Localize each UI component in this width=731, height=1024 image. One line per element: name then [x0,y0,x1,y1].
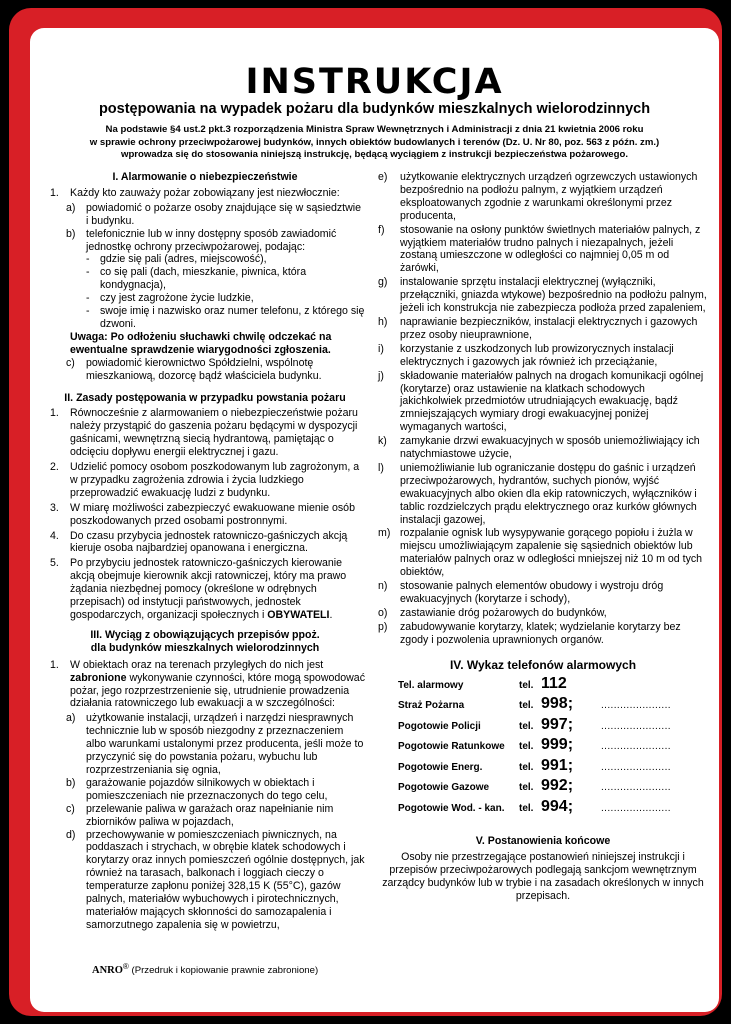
item-text: przelewanie paliwa w garażach oraz napełnianie nim zbiorników paliwa w pojazdach, [86,802,334,828]
copyright-note: (Przedruk i kopiowanie prawnie zabronione) [131,965,319,977]
phone-tel-prefix: tel. [519,679,534,691]
section-3-item: 1. W obiektach oraz na terenach przyległych do nich jest zabronione wykonywanie czynności, które mogą spowodować pożar, jego rozprzestrzenienie się, utrudnienie prowadzenia działania ratowniczego lub ewakuacji a w szczególności: [50,658,365,710]
phone-tel-prefix: tel. [519,720,534,732]
item-text: czy jest zagrożone życie ludzkie, [100,292,254,305]
section-3-subitem-c: c) przelewanie paliwa w garażach oraz napełnianie nim zbiorników paliwa w pojazdach, [66,802,334,828]
item-text: Do czasu przybycia jednostek ratowniczo-gaśniczych akcją kieruje osoba najbardziej opanowana i energiczna. [70,529,348,555]
item-text: . [329,609,333,621]
legal-basis [44,124,705,162]
item-text: zamykanie drzwi ewakuacyjnych w sposób uniemożliwiający ich natychmiastowe użycie, [400,435,700,461]
section-3-subitem-n: n) stosowanie palnych elementów obudowy i wystroju dróg ewakuacyjnych (korytarze i schody), [378,580,664,605]
phone-number: 991; [541,756,574,774]
item-text: użytkowanie elektrycznych urządzeń ogrzewczych ustawionych bezpośrednio na podłożu palnym, z wyjątkiem urządzeń eksploatowanych zgodnie z warunkami określonymi przez producenta, [400,171,698,222]
section-5-text: Osoby nie przestrzegające postanowień niniejszej instrukcji i przepisów przeciwpożarowych podlegają sankcjom wewnętrznym zarządcy budynków lub w trybie i na zasadach określonych w innych przepisach. [382,850,704,902]
section-3-subitem-g: g) instalowanie sprzętu instalacji elektrycznej (wyłączniki, przełączniki, gniazda wtykowe) bezpośrednio na podłożu palnym, jeżeli ich konstrukcja nie zabezpiecza podłoża przed zapaleniem, [378,276,707,315]
registered-mark: ® [122,962,129,971]
phone-label: Tel. alarmowy [398,679,464,691]
phone-tel-prefix: tel. [519,802,534,814]
sign-red-frame [9,8,722,1016]
item-text: stosowanie na osłony punktów świetlnych materiałów palnych, z wyjątkiem materiałów trudno palnych i niezapalnych, jeżeli zostaną umieszczone w odległości co najmniej 0,05 m od żarówki, [400,223,701,275]
phone-tel-prefix: tel. [519,761,534,773]
item-text: W obiektach oraz na terenach przyległych do nich jest [70,658,324,671]
phone-label: Pogotowie Policji [398,720,481,732]
section-1-title: I. Alarmowanie o niebezpieczeństwie [112,171,298,183]
phone-tel-prefix: tel. [519,700,534,712]
section-3-subitem-p: p) zabudowywanie korytarzy, klatek; wydzielanie korytarzy bez zgody i pozwolenia uprawnionych organów. [378,620,681,646]
phone-tel-prefix: tel. [519,741,534,753]
phone-label: Pogotowie Ratunkowe [398,741,505,753]
item-text: zastawianie dróg pożarowych do budynków, [400,606,607,619]
legal-basis-line: w sprawie ochrony przeciwpożarowej budynków, innych obiektów budowlanych i terenów (Dz. U. Nr 80, poz. 563 z późn. zm.) [89,136,660,148]
dash-item: - gdzie się pali (adres, miejscowość), [86,253,267,266]
item-text: naprawianie bezpieczników, instalacji elektrycznych i gazowych przez osoby nieuprawnione, [400,315,698,341]
section-1-item: 1. Każdy kto zauważy pożar zobowiązany jest niezwłocznie: [50,186,340,199]
sign-title: INSTRUKCJA [245,62,504,102]
section-1-subitem-c: c) powiadomić kierownictwo Spółdzielni, wspólnotę mieszkaniową, dozorcę bądź właściciela budynku. [66,356,322,382]
item-text: swoje imię i nazwisko oraz numer telefonu, z którego się dzwoni. [100,305,365,330]
item-text: zabudowywanie korytarzy, klatek; wydzielanie korytarzy bez zgody i pozwolenia uprawnionych organów. [400,620,681,646]
item-text: telefonicznie lub w inny dostępny sposób zawiadomić jednostkę ochrony przeciwpożarowej, podając: [86,227,337,253]
item-text: powiadomić kierownictwo Spółdzielni, wspólnotę mieszkaniową, dozorcę bądź właściciela budynku. [86,356,322,382]
item-text: powiadomić o pożarze osoby znajdujące się w sąsiedztwie i budynku. [86,201,361,227]
phone-blank: ...................... [601,782,671,794]
section-2-item: 2. Udzielić pomocy osobom poszkodowanym lub zagrożonym, a w przypadku zagrożenia zdrowia i życia ludzkiego przeprowadzić ewakuację ludzi z budynku. [50,461,360,499]
item-text: garażowanie pojazdów silnikowych w obiektach i pomieszczeniach nie przeznaczonych do tego celu, [86,776,328,802]
phone-blank: ...................... [601,720,671,732]
phone-number: 999; [541,736,574,754]
item-text: uniemożliwianie lub ograniczanie dostępu do gaśnic i urządzeń przeciwpożarowych, hydrantów, suchych pionów, wyjść ewakuacyjnych albo okien dla ekip ratowniczych, wyłączników i tablic rozdzielczych prądu elektrycznego oraz kurków głównych instalacji gazowej, [400,461,697,526]
section-1-subitem-a: a) powiadomić o pożarze osoby znajdujące się w sąsiedztwie i budynku. [66,201,361,227]
citizens-emphasis: OBYWATELI [267,609,330,621]
dash-item: - czy jest zagrożone życie ludzkie, [86,292,254,305]
section-3-subitem-f: f) stosowanie na osłony punktów świetlnych materiałów palnych, z wyjątkiem materiałów trudno palnych i niezapalnych, jeżeli zostaną umieszczone w odległości co najmniej 0,05 m od żarówki, [378,223,701,275]
legal-basis-line: Na podstawie §4 ust.2 pkt.3 rozporządzenia Ministra Spraw Wewnętrznych i Administracji z dnia 21 kwietnia 2006 roku [105,124,644,135]
section-3-subitem-d: d) przechowywanie w pomieszczeniach piwnicznych, na poddaszach i strychach, w obrębie klatek schodowych i korytarzy oraz innych pomieszczeń ogólnie dostępnych, jak również na tarasach, balkonach i loggiach cieczy o temperaturze zapłonu poniżej 328,15 K (55°C), gazów palnych, materiałów wybuchowych i pirotechnicznych, materiałów mających skłonności do samozapalenia i samorzutnego zapalenia się w powietrzu, [66,828,365,931]
item-text: korzystanie z uszkodzonych lub prowizorycznych instalacji elektrycznych i gazowych jak również ich przeciążanie, [400,342,674,368]
right-column [378,171,708,903]
item-text: użytkowanie instalacji, urządzeń i narzędzi niesprawnych technicznie lub w sposób niezgodny z przeznaczeniem albo warunkami ustalonymi przez producenta, jeśli może to przyczynić się do powstania pożaru, wybuchu lub rozprzestrzeniania się ognia, [86,712,364,776]
phone-blank: ...................... [601,700,671,712]
sign-sheet [30,28,719,1012]
section-3-subitem-m: m) rozpalanie ognisk lub wysypywanie gorącego popiołu i żużla w miejscu umożliwiającym zapalenie się sąsiednich obiektów lub materiałów palnych oraz w odległości mniejszej niż 10 m od tych obiektów, [378,527,703,579]
section-3-subitem-l: l) uniemożliwianie lub ograniczanie dostępu do gaśnic i urządzeń przeciwpożarowych, hydrantów, suchych pionów, wyjść ewakuacyjnych albo okien dla ekip ratowniczych, wyłączników i tablic rozdzielczych prądu elektrycznego oraz kurków głównych instalacji gazowej, [378,461,697,526]
dash-item: - co się pali (dach, mieszkanie, piwnica, która kondygnacja), [86,266,307,292]
phone-number: 998; [541,695,574,713]
prohibited-emphasis: zabronione [70,671,127,684]
section-3-subitem-o: o) zastawianie dróg pożarowych do budynków, [378,606,607,619]
phone-label: Pogotowie Energ. [398,761,483,773]
item-text: Udzielić pomocy osobom poszkodowanym lub zagrożonym, a w przypadku zagrożenia zdrowia i życia ludzkiego przeprowadzić ewakuację ludzi z budynku. [70,461,360,499]
sign-subtitle: postępowania na wypadek pożaru dla budynków mieszkalnych wielorodzinnych [98,101,651,117]
section-3-subitem-k: k) zamykanie drzwi ewakuacyjnych w sposób uniemożliwiający ich natychmiastowe użycie, [378,435,700,461]
phone-tel-prefix: tel. [519,782,534,794]
phone-label: Straż Pożarna [398,700,465,712]
phone-number: 997; [541,715,574,733]
item-text: co się pali (dach, mieszkanie, piwnica, która kondygnacja), [100,266,307,292]
section-4-title: IV. Wykaz telefonów alarmowych [449,657,637,672]
item-text: Każdy kto zauważy pożar zobowiązany jest niezwłocznie: [70,186,340,199]
phone-list [378,674,708,822]
item-text: instalowanie sprzętu instalacji elektrycznej (wyłączniki, przełączniki, gniazda wtykowe) bezpośrednio na podłożu palnym, jeżeli ich konstrukcja nie zabezpiecza podłoża przed zapaleniem, [400,276,707,315]
item-text: składowanie materiałów palnych na drogach komunikacji ogólnej (korytarze) oraz ustawienie na klatkach schodowych jakichkolwiek przedmiotów utrudniających ewakuację, bądź zmniejszających wymiary drogi ewakuacyjnej poniżej wymaganych wartości, [400,369,704,434]
section-3-subitem-e: e) użytkowanie elektrycznych urządzeń ogrzewczych ustawionych bezpośrednio na podłożu palnym, z wyjątkiem urządzeń eksploatowanych zgodnie z warunkami określonymi przez producenta, [378,171,698,222]
item-text: W miarę możliwości zabezpieczyć ewakuowane mienie osób poszkodowanych przed osobami postronnymi. [70,501,355,527]
phone-row [398,797,708,822]
phone-number: 112 [541,674,567,692]
phone-blank: ...................... [601,741,671,753]
section-3-subitem-i: i) korzystanie z uszkodzonych lub prowizorycznych instalacji elektrycznych i gazowych jak również ich przeciążanie, [378,342,674,368]
section-2-item: 1. Równocześnie z alarmowaniem o niebezpieczeństwie pożaru należy przystąpić do gaszenia pożaru będącymi w dyspozycji gaśnicami, wewnętrzną siecią hydrantową, pamiętając o odcięciu dopływu energii elektrycznej i gazu. [50,407,358,459]
phone-blank: ...................... [601,802,671,814]
item-text: stosowanie palnych elementów obudowy i wystroju dróg ewakuacyjnych (korytarze i schody), [400,580,664,605]
item-text: Po przybyciu jednostek ratowniczo-gaśniczych kierowanie akcją obejmuje kierownik akcji ratowniczej, który ma prawo żądania niezbędnej pomocy (określone w odrębnych przepisach) od instytucji państwowych, jednostek gospodarczych, organizacji społecznych i [70,557,347,621]
section-2-item: 3. W miarę możliwości zabezpieczyć ewakuowane mienie osób poszkodowanych przed osobami postronnymi. [50,501,355,527]
section-3-subitem-h: h) naprawianie bezpieczników, instalacji elektrycznych i gazowych przez osoby nieuprawnione, [378,315,698,341]
item-text: gdzie się pali (adres, miejscowość), [100,253,267,266]
footer [92,962,318,976]
section-3-subtitle: dla budynków mieszkalnych wielorodzinnych [90,641,320,654]
item-text: wykonywanie czynności, które mogą spowodować pożar, jego rozprzestrzenienie się, utrudnienie prowadzenia działania ratowniczego lub ewakuacji a w szczególności: [70,671,365,710]
phone-label: Pogotowie Wod. - kan. [398,802,505,814]
section-3-title: III. Wyciąg z obowiązujących przepisów ppoż. [90,628,320,641]
section-2-item: 4. Do czasu przybycia jednostek ratowniczo-gaśniczych akcją kieruje osoba najbardziej opanowana i energiczna. [50,529,348,555]
warning-note: Uwaga: Po odłożeniu słuchawki chwilę odczekać na ewentualne sprawdzenie wiarygodności zgłoszenia. [70,330,332,356]
item-text: Równocześnie z alarmowaniem o niebezpieczeństwie pożaru należy przystąpić do gaszenia pożaru będącymi w dyspozycji gaśnicami, wewnętrzną siecią hydrantową, pamiętając o odcięciu dopływu energii elektrycznej i gazu. [70,407,358,459]
section-3-subitem-a: a) użytkowanie instalacji, urządzeń i narzędzi niesprawnych technicznie lub w sposób niezgodny z przeznaczeniem albo warunkami ustalonymi przez producenta, jeśli może to przyczynić się do powstania pożaru, wybuchu lub rozprzestrzeniania się ognia, [66,712,364,776]
brand-logo: ANRO [92,965,123,977]
dash-item: - swoje imię i nazwisko oraz numer telefonu, z którego się dzwoni. [86,305,365,330]
section-2-item: 5. Po przybyciu jednostek ratowniczo-gaśniczych kierowanie akcją obejmuje kierownik akcji ratowniczej, który ma prawo żądania niezbędnej pomocy (określone w odrębnych przepisach) od instytucji państwowych, jednostek gospodarczych, organizacji społecznych i OBYWATELI. [50,557,347,621]
section-3-subitem-b: b) garażowanie pojazdów silnikowych w obiektach i pomieszczeniach nie przeznaczonych do tego celu, [66,776,328,802]
phone-number: 992; [541,777,574,795]
section-3-subitem-j: j) składowanie materiałów palnych na drogach komunikacji ogólnej (korytarze) oraz ustawienie na klatkach schodowych jakichkolwiek przedmiotów utrudniających ewakuację, bądź zmniejszających wymiary drogi ewakuacyjnej poniżej wymaganych wartości, [378,369,704,434]
item-text: rozpalanie ognisk lub wysypywanie gorącego popiołu i żużla w miejscu umożliwiającym zapalenie się sąsiednich obiektów lub materiałów palnych oraz w odległości mniejszej niż 10 m od tych obiektów, [400,527,703,579]
item-text: przechowywanie w pomieszczeniach piwnicznych, na poddaszach i strychach, w obrębie klatek schodowych i korytarzy oraz innych pomieszczeń ogólnie dostępnych, jak również na tarasach, balkonach i loggiach cieczy o temperaturze zapłonu poniżej 328,15 K (55°C), gazów palnych, materiałów wybuchowych i pirotechnicznych, materiałów mających skłonności do samozapalenia i samorzutnego zapalenia się w powietrzu, [86,828,365,931]
section-5-title: V. Postanowienia końcowe [475,835,611,848]
section-2-title: II. Zasady postępowania w przypadku powstania pożaru [64,391,346,404]
section-1-subitem-b: b) telefonicznie lub w inny dostępny sposób zawiadomić jednostkę ochrony przeciwpożarowej, podając: [66,227,337,253]
phone-label: Pogotowie Gazowe [398,782,490,794]
left-column [44,171,366,931]
phone-number: 994; [541,797,574,815]
legal-basis-line: wprowadza się do stosowania niniejszą instrukcję, będącą wyciągiem z instrukcji bezpieczeństwa pożarowego. [120,149,629,160]
phone-blank: ...................... [601,761,671,773]
